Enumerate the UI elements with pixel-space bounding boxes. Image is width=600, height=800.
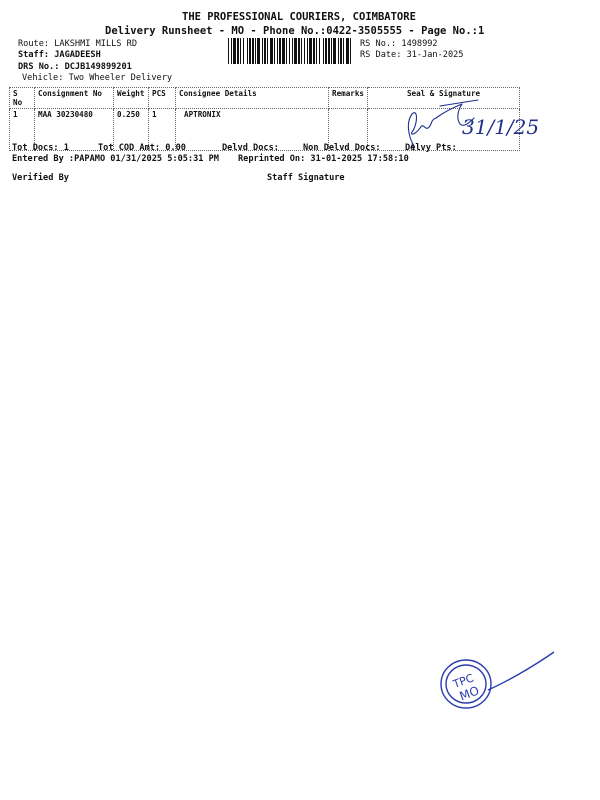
- office-stamp: [436, 648, 560, 712]
- col-seal: Seal & Signature: [368, 88, 520, 109]
- runsheet-subtitle: Delivery Runsheet - MO - Phone No.:0422-3505555 - Page No.:1: [105, 25, 485, 37]
- barcode-bar: [240, 38, 241, 64]
- col-consignment: Consignment No: [35, 88, 114, 109]
- barcode-bar: [262, 38, 263, 64]
- cell-weight: 0.250: [114, 109, 149, 151]
- barcode-bar: [338, 38, 339, 64]
- vehicle-label: Vehicle: Two Wheeler Delivery: [22, 73, 173, 83]
- entered-by: Entered By :PAPAMO 01/31/2025 5:05:31 PM: [12, 154, 219, 164]
- barcode-bar: [313, 38, 315, 64]
- reprinted-on: Reprinted On: 31-01-2025 17:58:10: [238, 154, 409, 164]
- barcode-bar: [304, 38, 305, 64]
- barcode-bar: [277, 38, 278, 64]
- rs-date: RS Date: 31-Jan-2025: [360, 50, 464, 60]
- barcode-bar: [249, 38, 251, 64]
- barcode-bar: [343, 38, 344, 64]
- col-sno: S No: [10, 88, 35, 109]
- cell-consignee: APTRONIX: [176, 109, 329, 151]
- barcode-bar: [237, 38, 239, 64]
- barcode-bar: [319, 38, 320, 64]
- barcode-bar: [309, 38, 312, 64]
- barcode-bar: [307, 38, 308, 64]
- cell-sno: 1: [10, 109, 35, 151]
- barcode-bar: [301, 38, 302, 64]
- col-pcs: PCS: [149, 88, 176, 109]
- tot-cod-amt: Tot COD Amt: 0.00: [98, 143, 186, 153]
- non-delvd-docs: Non Delvd Docs:: [303, 143, 381, 153]
- delvy-pts: Delvy Pts:: [405, 143, 457, 153]
- barcode-bar: [233, 38, 236, 64]
- barcode-bar: [257, 38, 260, 64]
- barcode-bar: [264, 38, 266, 64]
- drs-number: DRS No.: DCJB149899201: [18, 62, 132, 72]
- barcode-bar: [340, 38, 342, 64]
- company-title: THE PROFESSIONAL COURIERS, COIMBATORE: [182, 11, 416, 23]
- barcode-bar: [267, 38, 268, 64]
- signature-date-text: 31/1/25: [462, 115, 540, 139]
- barcode-bar: [289, 38, 290, 64]
- barcode-bar: [252, 38, 254, 64]
- barcode-bar: [274, 38, 275, 64]
- barcode-bar: [286, 38, 287, 64]
- barcode-bar: [228, 38, 229, 64]
- barcode: [228, 38, 352, 64]
- col-consignee: Consignee Details: [176, 88, 329, 109]
- col-weight: Weight: [114, 88, 149, 109]
- barcode-bar: [346, 38, 349, 64]
- route-label: Route: LAKSHMI MILLS RD: [18, 39, 137, 49]
- cell-pcs: 1: [149, 109, 176, 151]
- barcode-bar: [331, 38, 332, 64]
- barcode-bar: [316, 38, 317, 64]
- stamp-text-bottom: MO: [457, 683, 482, 704]
- barcode-bar: [270, 38, 273, 64]
- barcode-bar: [255, 38, 256, 64]
- staff-label: Staff: JAGADEESH: [18, 50, 101, 60]
- barcode-bar: [333, 38, 336, 64]
- barcode-bar: [243, 38, 244, 64]
- barcode-bar: [298, 38, 300, 64]
- col-remarks: Remarks: [329, 88, 368, 109]
- barcode-bar: [292, 38, 293, 64]
- barcode-bar: [350, 38, 351, 64]
- rs-number: RS No.: 1498992: [360, 39, 438, 49]
- stamp-text-top: TPC: [451, 671, 476, 691]
- delvd-docs: Delvd Docs:: [222, 143, 279, 153]
- tot-docs: Tot Docs: 1: [12, 143, 69, 153]
- cell-consignment: MAA 30230480: [35, 109, 114, 151]
- barcode-bar: [323, 38, 324, 64]
- staff-signature-label: Staff Signature: [267, 173, 345, 183]
- barcode-bar: [282, 38, 285, 64]
- barcode-bar: [328, 38, 330, 64]
- barcode-bar: [294, 38, 297, 64]
- barcode-bar: [279, 38, 281, 64]
- barcode-bar: [247, 38, 248, 64]
- barcode-bar: [325, 38, 327, 64]
- barcode-bar: [231, 38, 232, 64]
- verified-by: Verified By: [12, 173, 69, 183]
